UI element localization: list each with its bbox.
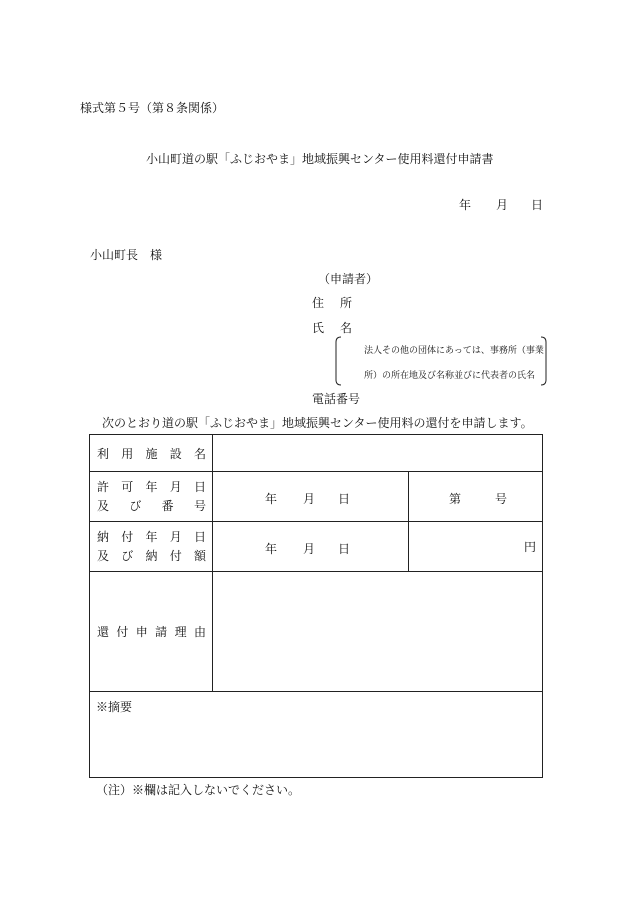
applicant-heading: （申請者）: [318, 272, 379, 286]
permit-number-cell[interactable]: [409, 472, 543, 522]
label-char: 還: [97, 625, 110, 639]
label-char: 許: [97, 479, 110, 494]
label-char: 名: [193, 446, 206, 461]
label-char: 付: [169, 548, 182, 563]
table-row: [90, 522, 543, 572]
name-label: [312, 319, 352, 336]
label-char: 納: [97, 529, 110, 544]
label-char: 付: [116, 625, 129, 639]
payment-date-cell[interactable]: [213, 522, 409, 572]
label-char: 及: [97, 498, 110, 513]
label-char: 請: [155, 625, 168, 639]
payment-amount-unit: 円: [523, 540, 536, 554]
document-title: 小山町道の駅「ふじおやま」地域振興センター使用料還付申請書: [146, 152, 494, 166]
payment-label-line2: [97, 547, 206, 566]
label-char: 由: [193, 625, 206, 639]
label-char: 月: [169, 479, 182, 494]
permit-date-day: 日: [338, 491, 351, 506]
facility-label: [97, 445, 206, 462]
footnote: （注）※欄は記入しないでください。: [96, 783, 301, 797]
permit-label-line2: [97, 497, 206, 516]
label-char: 及: [97, 548, 110, 563]
remarks-cell: [90, 692, 543, 778]
permit-date: [213, 490, 408, 504]
payment-date: [213, 540, 408, 554]
payment-label-line1: [97, 528, 206, 547]
facility-value-cell[interactable]: [213, 435, 543, 472]
permit-number: [409, 490, 542, 504]
intro-text: 次のとおり道の駅「ふじおやま」地域振興センター使用料の還付を申請します。: [102, 416, 533, 430]
permit-date-year: 年: [265, 491, 278, 506]
payment-label-cell: [90, 522, 213, 572]
permit-number-suffix: 号: [495, 491, 508, 506]
phone-label: 電話番号: [312, 392, 361, 406]
label-char: 年: [145, 479, 158, 494]
reason-label-cell: [90, 572, 213, 692]
date-day-label: 日: [531, 198, 544, 212]
label-char: 日: [193, 529, 206, 544]
corporate-note-line2: 所）の所在地及び名称並びに代表者の氏名: [364, 371, 536, 381]
name-label-char: 氏: [312, 321, 325, 335]
label-char: び: [121, 548, 134, 563]
facility-label-cell: [90, 435, 213, 472]
label-char: 番: [161, 498, 174, 513]
table-row: [90, 435, 543, 472]
permit-label-cell: [90, 472, 213, 522]
permit-date-cell[interactable]: [213, 472, 409, 522]
label-char: 日: [193, 479, 206, 494]
label-char: 用: [121, 446, 134, 461]
payment-date-day: 日: [338, 541, 351, 556]
label-char: 額: [193, 548, 206, 563]
table-row: [90, 692, 543, 778]
payment-date-month: 月: [303, 541, 316, 556]
addressee: 小山町長 様: [90, 248, 163, 262]
label-char: び: [129, 498, 142, 513]
address-label-char: 所: [339, 296, 352, 310]
permit-number-prefix: 第: [449, 491, 462, 506]
label-char: 年: [145, 529, 158, 544]
reason-value-cell[interactable]: [213, 572, 543, 692]
label-char: 申: [135, 625, 148, 639]
corporate-note-line1: 法人その他の団体にあっては、事務所（事業: [364, 346, 544, 356]
permit-label-line1: [97, 478, 206, 497]
payment-date-year: 年: [265, 541, 278, 556]
reason-label: [97, 623, 206, 640]
label-char: 理: [174, 625, 187, 639]
permit-date-month: 月: [303, 491, 316, 506]
label-char: 設: [169, 446, 182, 461]
label-char: 月: [169, 529, 182, 544]
form-number: 様式第５号（第８条関係）: [80, 101, 225, 115]
name-label-char: 名: [339, 321, 352, 335]
address-label: [312, 294, 352, 311]
payment-amount-cell[interactable]: [409, 522, 543, 572]
label-char: 利: [97, 446, 110, 461]
label-char: 可: [121, 479, 134, 494]
remarks-label: ※摘要: [96, 700, 133, 714]
label-char: 納: [145, 548, 158, 563]
label-char: 施: [145, 446, 158, 461]
table-row: [90, 572, 543, 692]
date-year-label: 年: [459, 198, 472, 212]
address-label-char: 住: [312, 296, 325, 310]
label-char: 号: [193, 498, 206, 513]
application-table: [89, 434, 543, 778]
date-month-label: 月: [496, 198, 509, 212]
label-char: 付: [121, 529, 134, 544]
table-row: [90, 472, 543, 522]
